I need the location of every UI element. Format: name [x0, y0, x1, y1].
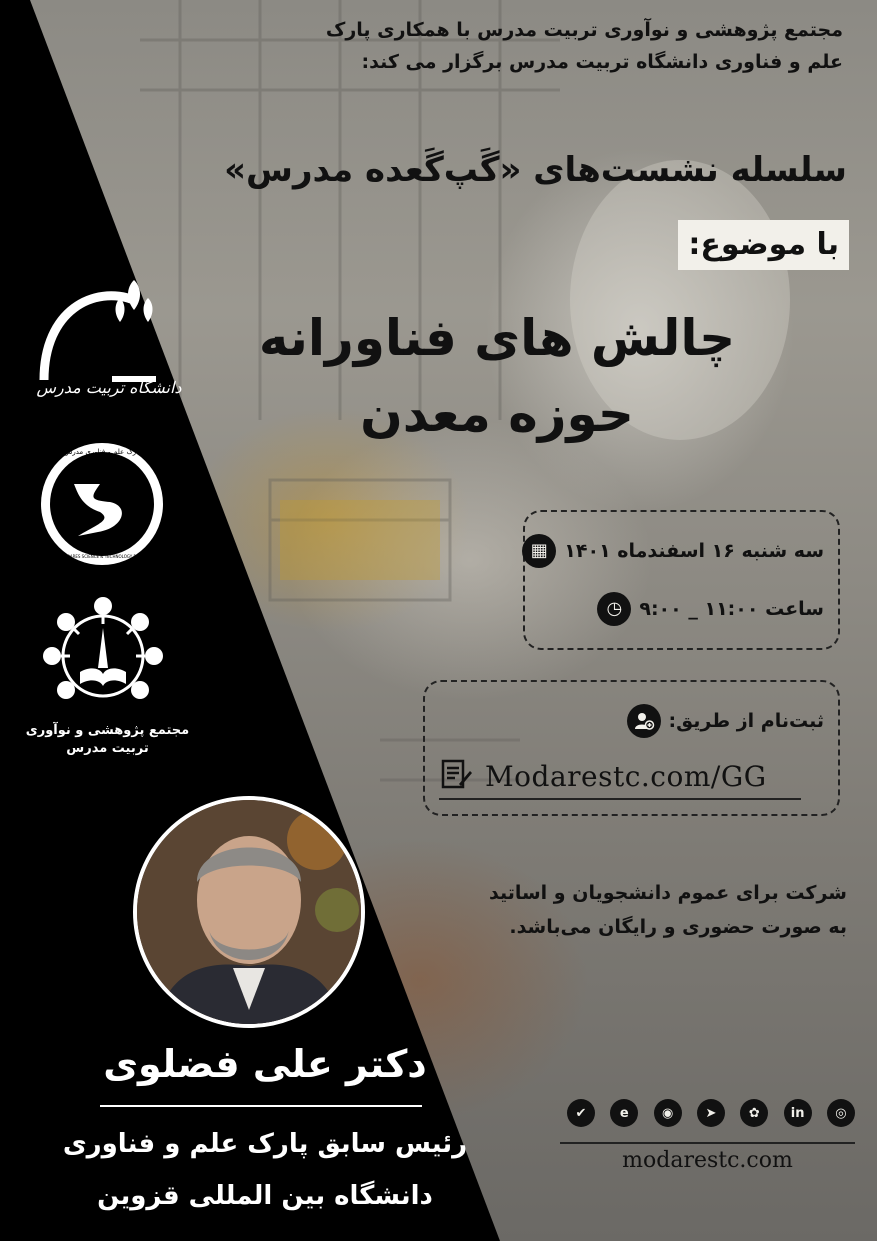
- intro-line-2: علم و فناوری دانشگاه تربیت مدرس برگزار می کند:: [361, 51, 843, 73]
- linkedin-icon[interactable]: in: [784, 1099, 812, 1127]
- registration-url[interactable]: Modarestc.com/GG: [485, 759, 767, 793]
- participation-note: [427, 876, 847, 944]
- speaker-photo: [133, 796, 365, 1028]
- complex-caption-line-1: مجتمع پژوهشی و نوآوری: [25, 723, 190, 738]
- university-logo: [34, 270, 184, 420]
- date-row: [522, 534, 824, 568]
- website-link[interactable]: modarestc.com: [622, 1148, 793, 1173]
- registration-box: [423, 680, 840, 816]
- eitaa-icon[interactable]: e: [610, 1099, 638, 1127]
- park-ring-text-en: MODARES SCIENCE & TECHNOLOGY PARK: [60, 554, 144, 559]
- date-time-box: [523, 510, 840, 650]
- complex-logo: [42, 596, 164, 706]
- park-logo: [38, 440, 166, 568]
- aparat-icon[interactable]: ✿: [740, 1099, 768, 1127]
- registration-label: ثبت‌نام از طریق:: [668, 710, 824, 732]
- participation-line-1: شرکت برای عموم دانشجویان و اساتید: [488, 882, 847, 904]
- instagram-icon[interactable]: ◉: [654, 1099, 682, 1127]
- topic-line-2: حوزه معدن: [360, 385, 634, 443]
- speaker-role: [40, 1118, 490, 1222]
- intro-text: [143, 14, 843, 78]
- event-date: سه شنبه ۱۶ اسفندماه ۱۴۰۱: [564, 540, 824, 562]
- clock-icon: ◷: [597, 592, 631, 626]
- add-user-icon: [627, 704, 661, 738]
- social-divider: [560, 1142, 855, 1144]
- speaker-role-line-2: دانشگاه بین المللی قزوین: [97, 1181, 433, 1211]
- calendar-icon: ▦: [522, 534, 556, 568]
- topic-line-1: چالش های فناورانه: [258, 309, 736, 367]
- university-caption: دانشگاه تربیت مدرس: [36, 378, 182, 397]
- complex-caption: [10, 722, 205, 758]
- event-time: ساعت ۱۱:۰۰ _ ۹:۰۰: [639, 598, 824, 620]
- social-icons: [567, 1094, 855, 1132]
- topic-title: [197, 300, 797, 452]
- registration-row: [627, 704, 824, 738]
- time-row: [597, 592, 824, 626]
- intro-line-1: مجتمع پژوهشی و نوآوری تربیت مدرس با همکاری پارک: [325, 19, 843, 41]
- telegram-icon[interactable]: ➤: [697, 1099, 725, 1127]
- web-icon[interactable]: ◎: [827, 1099, 855, 1127]
- speaker-role-line-1: رئیس سابق پارک علم و فناوری: [62, 1129, 468, 1159]
- park-ring-text: پارک علم و فناوری مدرس: [63, 448, 141, 456]
- registration-link[interactable]: [439, 754, 801, 800]
- topic-label: با موضوع:: [678, 220, 849, 270]
- complex-caption-line-2: تربیت مدرس: [66, 741, 149, 756]
- speaker-divider: [100, 1105, 422, 1107]
- series-title: سلسله نشست‌های «گَپ‌گَعده مدرس»: [224, 150, 847, 190]
- speaker-name: دکتر علی فضلوی: [103, 1042, 427, 1086]
- participation-line-2: به صورت حضوری و رایگان می‌باشد.: [509, 916, 847, 938]
- form-edit-icon: [439, 757, 473, 795]
- bale-icon[interactable]: ✔: [567, 1099, 595, 1127]
